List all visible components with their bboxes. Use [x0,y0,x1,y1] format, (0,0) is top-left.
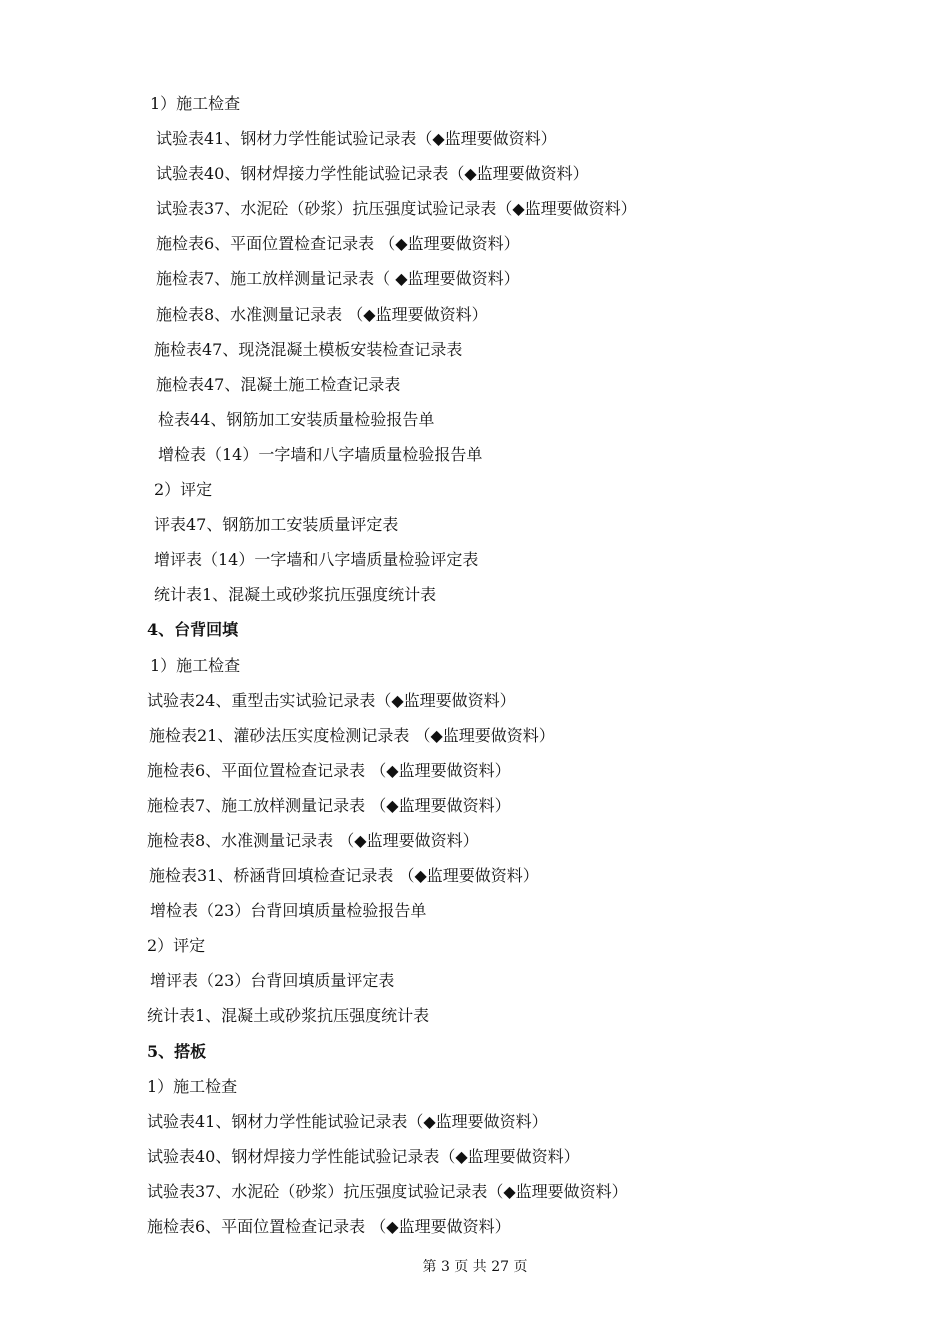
document-line: 施检表6、平面位置检查记录表 （◆监理要做资料） [147,760,511,780]
document-line: 试验表40、钢材焊接力学性能试验记录表（◆监理要做资料） [147,1146,580,1166]
document-line: 增评表（23）台背回填质量评定表 [150,971,395,991]
document-line: 评表47、钢筋加工安装质量评定表 [154,515,399,535]
section-heading: 5、搭板 [147,1041,207,1061]
page-footer: 第 3 页 共 27 页 [422,1259,528,1275]
document-line: 1）施工检查 [150,655,241,675]
document-line: 试验表40、钢材焊接力学性能试验记录表（◆监理要做资料） [156,164,589,184]
document-line: 统计表1、混凝土或砂浆抗压强度统计表 [147,1006,430,1026]
document-line: 2）评定 [147,936,206,956]
document-line: 检表44、钢筋加工安装质量检验报告单 [158,409,435,429]
document-line: 施检表21、灌砂法压实度检测记录表 （◆监理要做资料） [149,725,555,745]
document-line: 试验表41、钢材力学性能试验记录表（◆监理要做资料） [147,1111,548,1131]
document-line: 1）施工检查 [150,94,241,113]
document-line: 施检表47、混凝土施工检查记录表 [156,374,401,394]
document-line: 施检表6、平面位置检查记录表 （◆监理要做资料） [156,234,520,254]
document-line: 试验表41、钢材力学性能试验记录表（◆监理要做资料） [156,129,557,149]
document-line: 1）施工检查 [147,1076,238,1096]
document-body [0,86,950,1244]
document-line: 施检表7、施工放样测量记录表（ ◆监理要做资料） [156,269,520,289]
document-line: 施检表8、水准测量记录表 （◆监理要做资料） [156,304,488,324]
section-heading: 4、台背回填 [147,620,239,640]
document-line: 施检表47、现浇混凝土模板安装检查记录表 [154,339,463,359]
document-line: 增检表（14）一字墙和八字墙质量检验报告单 [158,444,483,464]
document-line: 施检表6、平面位置检查记录表 （◆监理要做资料） [147,1217,511,1236]
document-line: 2）评定 [154,480,213,500]
document-line: 施检表31、桥涵背回填检查记录表 （◆监理要做资料） [149,866,539,886]
document-line: 统计表1、混凝土或砂浆抗压强度统计表 [154,585,437,605]
document-line: 试验表37、水泥砼（砂浆）抗压强度试验记录表（◆监理要做资料） [156,199,637,219]
document-line: 增检表（23）台背回填质量检验报告单 [150,901,427,921]
document-line: 施检表8、水准测量记录表 （◆监理要做资料） [147,830,479,850]
document-line: 增评表（14）一字墙和八字墙质量检验评定表 [154,550,479,570]
document-line: 试验表24、重型击实试验记录表（◆监理要做资料） [147,690,516,710]
document-line: 试验表37、水泥砼（砂浆）抗压强度试验记录表（◆监理要做资料） [147,1181,628,1201]
document-line: 施检表7、施工放样测量记录表 （◆监理要做资料） [147,795,511,815]
